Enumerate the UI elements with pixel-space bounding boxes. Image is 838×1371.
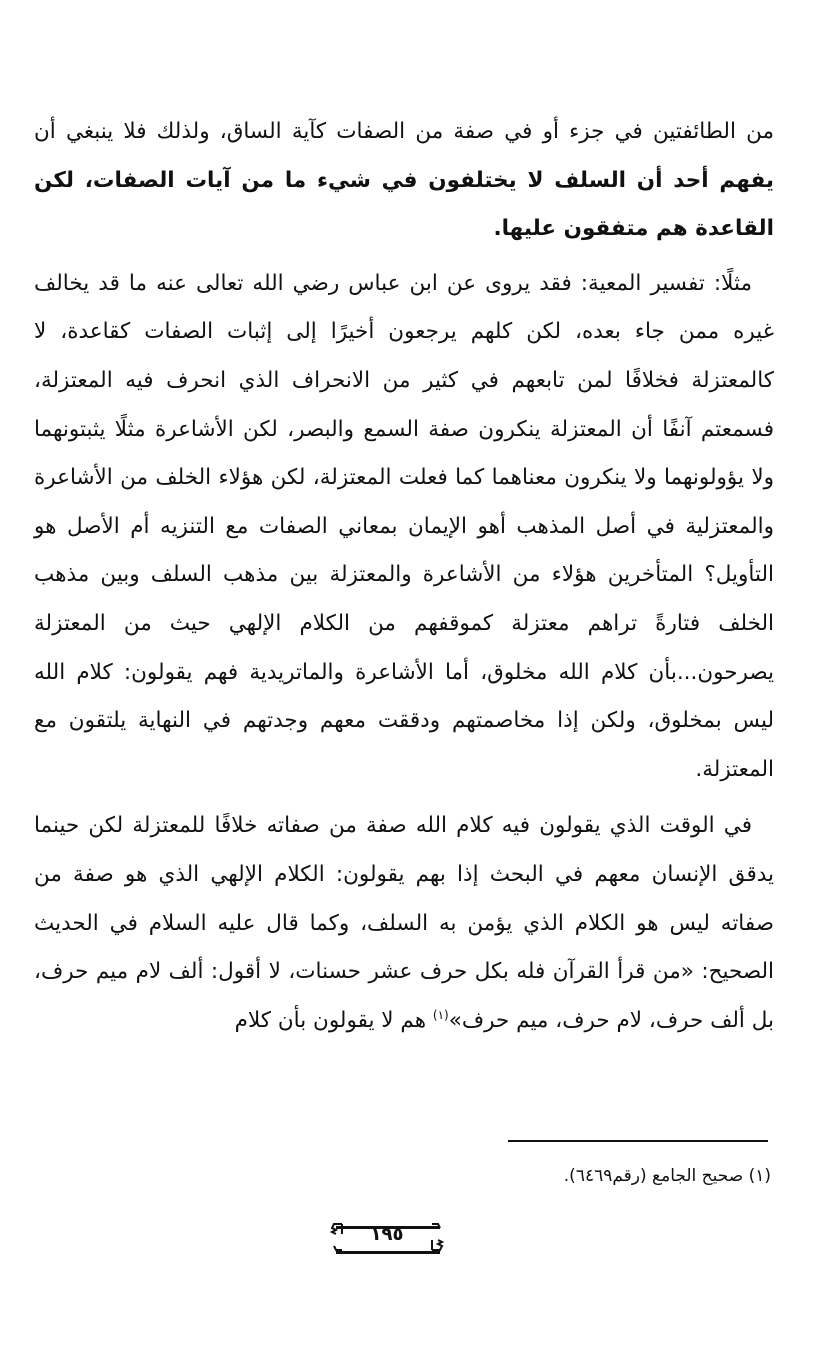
- page-number-frame: [330, 1222, 444, 1252]
- footnote-divider: [508, 1140, 768, 1142]
- paragraph-1-lead: من الطائفتين في جزء أو في صفة من الصفات كآية الساق، ولذلك فلا ينبغي أن: [34, 119, 774, 144]
- paragraph-3-tail: هم لا يقولون بأن كلام: [234, 1007, 433, 1033]
- footnote: (١) صحيح الجامع (رقم٦٤٦٩).: [563, 1166, 771, 1186]
- paragraph-1: [34, 108, 774, 254]
- paragraph-1-bold: يفهم أحد أن السلف لا يختلفون في شيء ما من آيات الصفات، لكن القاعدة هم متفقون عليها.: [34, 167, 774, 242]
- page-number: ١٩٥: [370, 1224, 404, 1245]
- page-body: [34, 108, 774, 1045]
- paragraph-3-main: في الوقت الذي يقولون فيه كلام الله صفة من صفاته خلافًا للمعتزلة لكن حينما يدقق الإنسان معهم في البحث إذا بهم يقولون: الكلام الإلهي الذي هو صفة من صفاته ليس هو الكلام الذي يؤمن به السلف، وكما قال عليه السلام في الحديث الصحيح: «من قرأ القرآن فله بكل حرف عشر حسنات، لا أقول: ألف لام ميم حرف، بل ألف حرف، لام حرف، ميم حرف»: [34, 813, 774, 1033]
- paragraph-2: مثلًا: تفسير المعية: فقد يروى عن ابن عباس رضي الله تعالى عنه ما قد يخالف غيره ممن جاء بعده، لكن كلهم يرجعون أخيرًا إلى إثبات الصفات كقاعدة، لا كالمعتزلة فخلافًا لمن تابعهم في كثير من الانحراف الذي انحرف فيه المعتزلة، فسمعتم آنفًا أن المعتزلة ينكرون صفة السمع والبصر، لكن الأشاعرة مثلًا يثبتونهما ولا يؤولونهما ولا ينكرون معناهما كما فعلت المعتزلة، لكن هؤلاء الخلف من الأشاعرة والمعتزلية في أصل المذهب أهو الإيمان بمعاني الصفات مع التنزيه أم الأصل هو التأويل؟ المتأخرين هؤلاء من الأشاعرة والمعتزلة بين مذهب السلف وبين مذهب الخلف فتارةً تراهم معتزلة كموقفهم من الكلام الإلهي حيث من المعتزلة يصرحون...بأن كلام الله مخلوق، أما الأشاعرة والماتريدية فهم يقولون: كلام الله ليس بمخلوق، ولكن إذا مخاصمتهم ودققت معهم وجدتهم في النهاية يلتقون مع المعتزلة.: [34, 270, 774, 782]
- footnote-reference: (١): [432, 1007, 449, 1022]
- paragraph-3: [34, 802, 774, 1045]
